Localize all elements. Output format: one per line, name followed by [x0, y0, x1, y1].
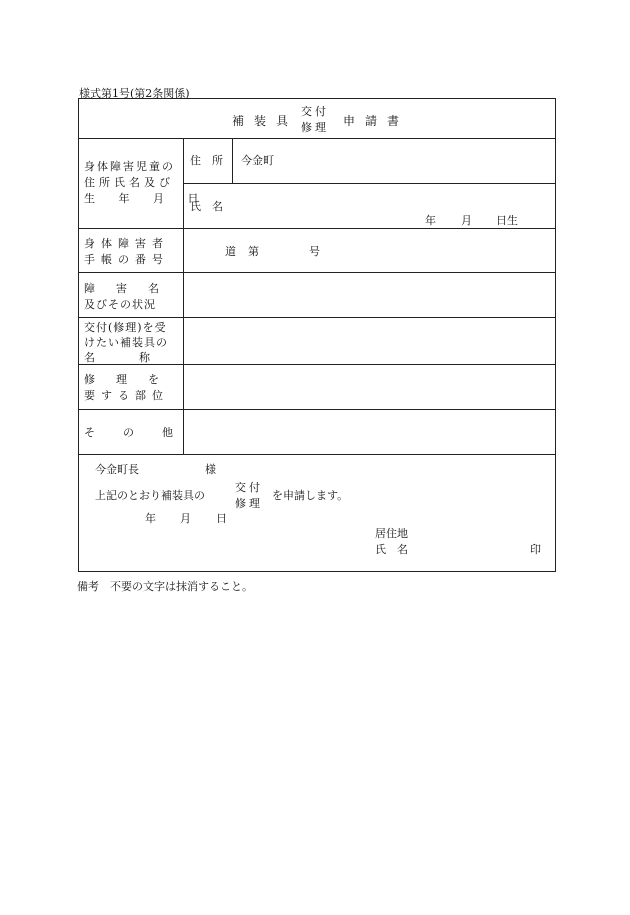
row-divider [79, 409, 555, 410]
date-month-label: 月 [180, 512, 191, 525]
row-divider [183, 183, 555, 184]
child-label-line3: 生 年 月 日 [84, 192, 209, 205]
row-divider [79, 454, 555, 455]
handbook-prefecture: 道 [225, 245, 236, 258]
device-label-line3: 名 称 [84, 351, 150, 364]
row-divider [79, 228, 555, 229]
address-label: 住 所 [190, 154, 223, 167]
title-option-issue: 交付 [301, 105, 329, 118]
date-day-label: 日 [216, 512, 227, 525]
addressee: 今金町長 [95, 463, 139, 476]
column-divider [183, 138, 184, 454]
application-form-table [78, 98, 556, 572]
handbook-label-line1: 身体障害者 [84, 237, 169, 250]
seal-mark: 印 [530, 543, 541, 556]
form-number-label: 様式第1号(第2条関係) [79, 87, 190, 100]
handbook-dai: 第 [248, 245, 259, 258]
device-label-line1: 交付(修理)を受 [84, 321, 167, 334]
address-value: 今金町 [241, 154, 274, 167]
birth-month-label: 月 [461, 214, 472, 227]
title-prefix: 補装具 [232, 114, 299, 128]
repair-part-label-line2: 要する部位 [84, 389, 169, 402]
statement-before: 上記のとおり補装具の [95, 489, 205, 502]
title-option-repair: 修理 [301, 121, 329, 134]
disability-label-line1: 障 害 名 [84, 282, 164, 295]
date-year-label: 年 [145, 512, 156, 525]
addressee-honorific: 様 [205, 463, 216, 476]
row-divider [79, 138, 555, 139]
child-label-line1: 身体障害児童の [84, 160, 175, 173]
device-label-line2: けたい補装具の [84, 336, 168, 349]
birth-year-label: 年 [425, 214, 436, 227]
statement-after: を申請します。 [272, 489, 349, 502]
row-divider [79, 317, 555, 318]
row-divider [79, 272, 555, 273]
statement-option-repair: 修理 [235, 497, 263, 510]
applicant-name-label: 氏 名 [375, 543, 408, 556]
repair-part-label-line1: 修 理 を [84, 373, 164, 386]
statement-option-issue: 交付 [235, 481, 263, 494]
disability-label-line2: 及びその状況 [84, 298, 156, 311]
remarks-note: 備考 不要の文字は抹消すること。 [77, 580, 253, 593]
name-label: 氏 名 [190, 200, 223, 213]
handbook-label-line2: 手帳の番号 [84, 253, 169, 266]
child-label-line2: 住所氏名及び [84, 176, 174, 189]
column-divider [232, 138, 233, 183]
residence-label: 居住地 [375, 527, 408, 540]
row-divider [79, 364, 555, 365]
handbook-gou: 号 [309, 245, 320, 258]
birth-day-label: 日生 [496, 214, 518, 227]
other-label: その他 [84, 426, 201, 439]
title-suffix: 申請書 [343, 114, 410, 128]
